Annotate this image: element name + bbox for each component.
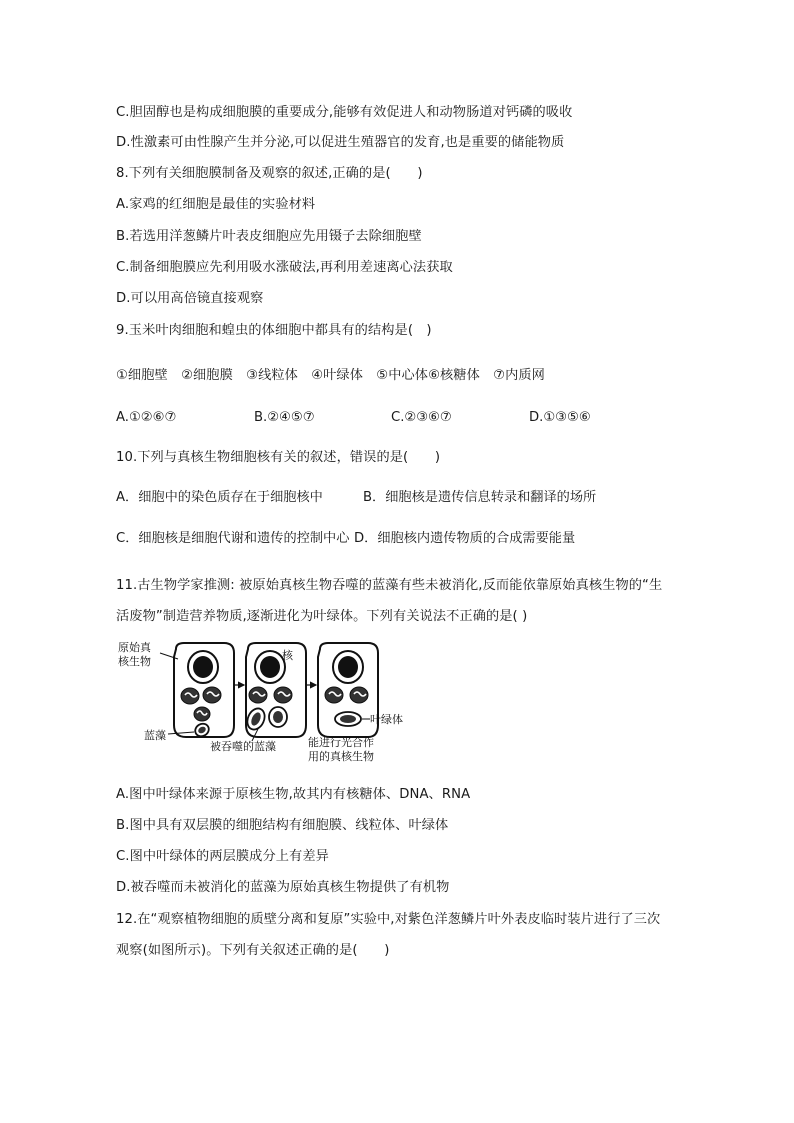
- label-primitive-eukaryote-1: 原始真: [118, 641, 151, 654]
- question-12-line-1: 12.在“观察植物细胞的质壁分离和复原”实验中,对紫色洋葱鳞片叶外表皮临时装片进行了三次: [116, 912, 661, 927]
- option-d-sex-hormone: D.性激素可由性腺产生并分泌,可以促进生殖器官的发育,也是重要的储能物质: [116, 135, 565, 150]
- cell-photosynthetic-eukaryote: [318, 643, 378, 737]
- q9-option-a: A.①②⑥⑦: [116, 410, 177, 425]
- option-c-cholesterol: C.胆固醇也是构成细胞膜的重要成分,能够有效促进人和动物肠道对钙磷的吸收: [116, 105, 573, 120]
- q11-option-d: D.被吞噬而未被消化的蓝藻为原始真核生物提供了有机物: [116, 880, 450, 895]
- question-9: 9.玉米叶肉细胞和蝗虫的体细胞中都具有的结构是( ): [116, 323, 432, 338]
- label-photosynthetic-2: 用的真核生物: [308, 750, 374, 763]
- q9-structure-list: ①细胞壁 ②细胞膜 ③线粒体 ④叶绿体 ⑤中心体⑥核糖体 ⑦内质网: [116, 368, 545, 383]
- question-8: 8.下列有关细胞膜制备及观察的叙述,正确的是( ): [116, 166, 423, 181]
- question-12-line-2: 观察(如图所示)。下列有关叙述正确的是( ): [116, 943, 390, 958]
- endosymbiosis-figure: [112, 637, 412, 767]
- label-nucleus: 核: [282, 649, 293, 662]
- q9-option-c: C.②③⑥⑦: [391, 410, 452, 425]
- q8-option-c: C.制备细胞膜应先利用吸水涨破法,再利用差速离心法获取: [116, 260, 453, 275]
- cell-primitive-eukaryote: [174, 643, 234, 739]
- label-photosynthetic-1: 能进行光合作: [308, 736, 374, 749]
- q10-option-c: C．细胞核是细胞代谢和遗传的控制中心: [116, 531, 350, 546]
- label-chloroplast: 叶绿体: [370, 713, 403, 726]
- label-engulfed-cyanobacterium: 被吞噬的蓝藻: [210, 740, 276, 753]
- q10-option-a: A．细胞中的染色质存在于细胞核中: [116, 490, 323, 505]
- q11-option-b: B.图中具有双层膜的细胞结构有细胞膜、线粒体、叶绿体: [116, 818, 449, 833]
- q11-option-a: A.图中叶绿体来源于原核生物,故其内有核糖体、DNA、RNA: [116, 787, 471, 802]
- q10-option-b: B．细胞核是遗传信息转录和翻译的场所: [363, 490, 597, 505]
- q9-option-b: B.②④⑤⑦: [254, 410, 315, 425]
- q8-option-d: D.可以用高倍镜直接观察: [116, 291, 264, 306]
- question-10: 10.下列与真核生物细胞核有关的叙述，错误的是( ): [116, 450, 441, 465]
- label-primitive-eukaryote-2: 核生物: [118, 655, 151, 668]
- question-11-line-2: 活废物”制造营养物质,逐渐进化为叶绿体。下列有关说法不正确的是( ): [116, 609, 528, 624]
- label-cyanobacterium: 蓝藻: [144, 729, 166, 742]
- q8-option-a: A.家鸡的红细胞是最佳的实验材料: [116, 197, 316, 212]
- q10-option-d: D．细胞核内遗传物质的合成需要能量: [354, 531, 576, 546]
- q9-option-d: D.①③⑤⑥: [529, 410, 591, 425]
- cell-engulfing: [244, 643, 306, 737]
- question-11-line-1: 11.古生物学家推测: 被原始真核生物吞噬的蓝藻有些未被消化,反而能依靠原始真核生物的“生: [116, 578, 663, 593]
- q8-option-b: B.若选用洋葱鳞片叶表皮细胞应先用镊子去除细胞壁: [116, 229, 422, 244]
- endosymbiosis-diagram: [112, 637, 412, 767]
- q11-option-c: C.图中叶绿体的两层膜成分上有差异: [116, 849, 329, 864]
